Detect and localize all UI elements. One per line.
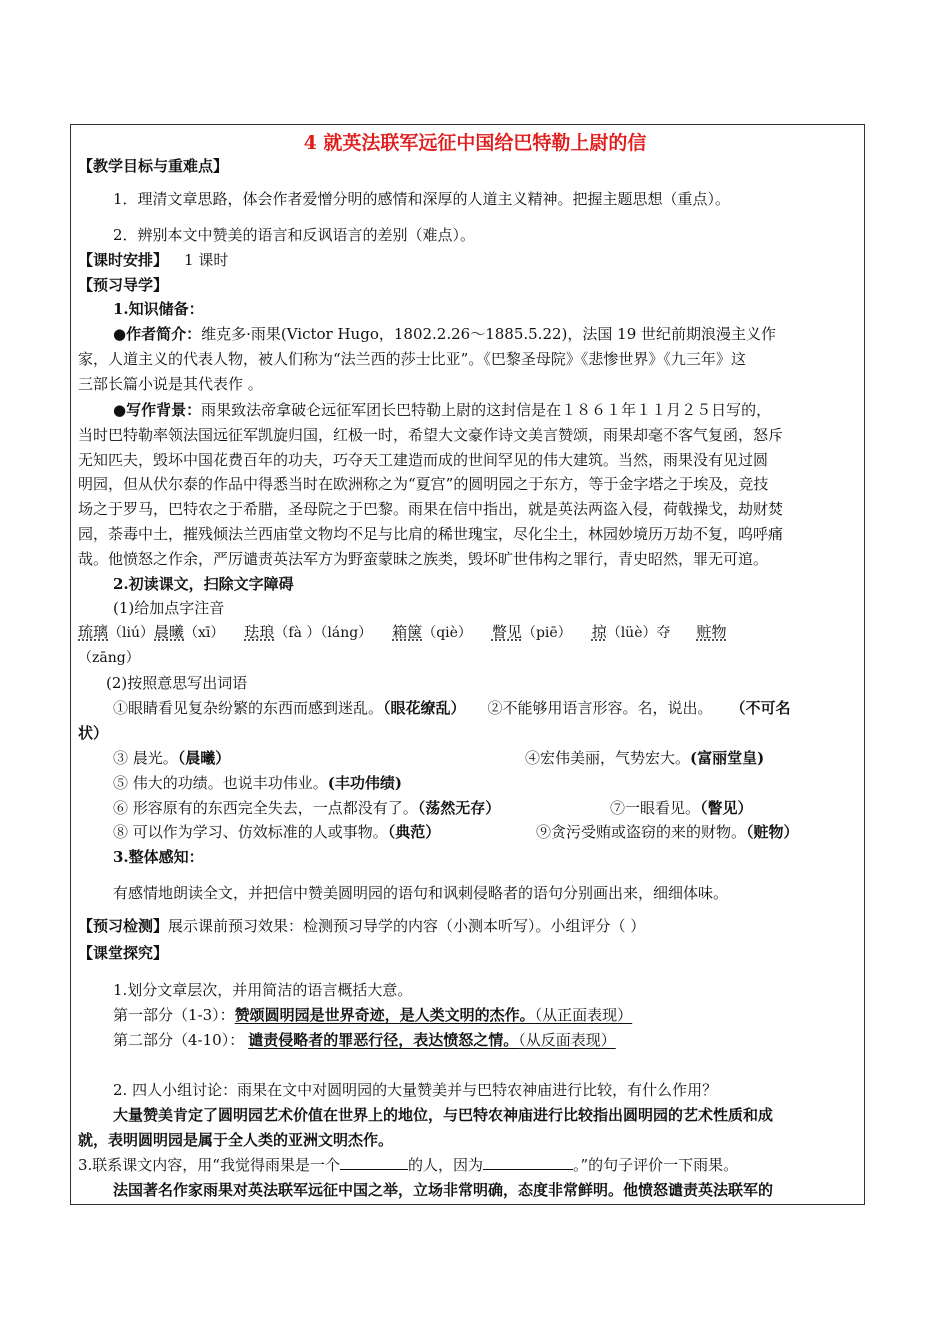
pinyin-reading: （qiè） [422,625,472,641]
pinyin-word: 掠 [591,623,607,641]
section-heading-schedule: 【课时安排】 [78,251,169,269]
part-one-line [113,1005,638,1025]
preview-check-line [78,916,645,936]
schedule-line [78,250,228,270]
vocab-answer: (富丽堂皇) [690,749,765,767]
vocab-row-6 [113,798,500,818]
vocab-question: ⑦一眼看见。 [610,799,701,817]
part-one-note: （从正面表现） [534,1006,633,1024]
question-3-part-b: 的人，因为 [407,1156,483,1174]
vocab-answer: （赃物） [746,823,799,841]
vocab-row-3 [113,748,230,768]
vocab-row-1 [113,698,791,718]
vocab-question: ①眼睛看见复杂纷繁的东西而感到迷乱。 [113,699,384,717]
pinyin-reading: （lüè）夺 [606,625,671,641]
part-one-label: 第一部分（1-3）： [113,1006,235,1024]
background-line-7: 哉。他愤怒之作余，严厉谴责英法军方为野蛮蒙昧之族类，毁坏旷世伟构之罪行，青史昭然，罪无可逭。 [78,550,769,568]
vocab-answer: (丰功伟绩) [327,774,402,792]
author-intro-label: ●作者简介： [113,325,202,343]
author-intro-line-2: 家，人道主义的代表人物，被人们称为“法兰西的莎士比亚”。《巴黎圣母院》《悲惨世界》《九三年》这 [78,350,746,368]
inquiry-question-3 [78,1155,738,1175]
vocab-row-5 [113,773,402,793]
vocab-answer: （不可名 [730,699,791,717]
overall-perception-text: 有感情地朗读全文，并把信中赞美圆明园的语句和讽刺侵略者的语句分别画出来，细细体味。 [113,884,729,902]
background-line-4: 明园，但从伏尔泰的作品中得悉当时在欧洲称之为“夏宫”的圆明园之于东方，等于金字塔之于埃及，竞技 [78,475,769,493]
inquiry-question-1: 1.划分文章层次，并用简洁的语言概括大意。 [113,981,413,999]
background-line-1 [113,400,771,420]
answer-2-line-2: 就，表明圆明园是属于全人类的亚洲文明杰作。 [78,1131,394,1149]
fill-in-blank-2[interactable] [483,1155,573,1170]
pinyin-reading: （piē） [521,625,572,641]
pinyin-word: 琉璃 [78,623,109,641]
pinyin-word: 珐琅 [244,623,275,641]
objective-item-2: 2．辨别本文中赞美的语言和反讽语言的差别（难点）。 [113,226,476,244]
pinyin-word: 赃物 [696,623,727,641]
vocab-answer: （典范） [387,823,441,841]
pinyin-row [78,622,727,643]
answer-3-line-1: 法国著名作家雨果对英法联军远征中国之举，立场非常明确，态度非常鲜明。他愤怒谴责英法联军的 [113,1181,774,1199]
vocab-question: ⑨贪污受贿或盗窃的来的财物。 [536,823,747,841]
answer-2-line-1: 大量赞美肯定了圆明园艺术价值在世界上的地位，与巴特农神庙进行比较指出圆明园的艺术性质和成 [113,1106,774,1124]
question-3-part-a: 3.联系课文内容，用“我觉得雨果是一个 [78,1156,340,1174]
vocab-answer: （瞥见） [700,799,753,817]
vocab-row-7 [610,798,753,818]
first-reading-title: 2.初读课文，扫除文字障碍 [113,575,294,593]
background-label: ●写作背景： [113,401,202,419]
part-one-text: 赞颂圆明园是世界奇迹，是人类文明的杰作。 [234,1006,535,1024]
background-line-3: 无知匹夫，毁坏中国花费百年的功夫，巧夺天工建造而成的世间罕见的伟大建筑。当然，雨果没有见过圆 [78,451,769,469]
vocab-question: ③ 晨光。 [113,749,178,767]
pinyin-reading-last: （zāng） [78,650,140,666]
background-line-6: 园，荼毒中土，摧残倾法兰西庙堂文物均不足与比肩的稀世瑰宝，尽化尘土，林园妙境历万劫不复，呜呼痛 [78,525,784,543]
vocab-answer-continued: 状） [78,724,109,742]
vocab-row-9 [536,822,799,842]
vocab-instruction: (2)按照意思写出词语 [106,674,248,692]
background-line-2: 当时巴特勒率领法国远征军凯旋归国，红极一时，希望大文豪作诗文美言赞颂，雨果却毫不客气复函，怒斥 [78,426,784,444]
pinyin-reading: （liú） [108,625,154,641]
pinyin-reading: （fà ）（láng） [274,625,373,641]
schedule-value: 1 课时 [184,251,229,269]
section-heading-preview-check: 【预习检测】 [78,917,169,935]
vocab-question: ④宏伟美丽，气势宏大。 [525,749,691,767]
background-text: 雨果致法帝拿破仑远征军团长巴特勒上尉的这封信是在１８６１年１１月２５日写的， [201,401,772,419]
section-heading-objectives: 【教学目标与重难点】 [78,157,229,175]
pinyin-word: 晨曦 [154,623,185,641]
pinyin-word: 箱箧 [392,623,423,641]
vocab-row-8 [113,822,440,842]
background-line-5: 场之于罗马，巴特农之于希腊，圣母院之于巴黎。雨果在信中指出，就是英法两盗入侵，荷戟操戈，劫财焚 [78,500,784,518]
author-intro-text: 维克多·雨果(Victor Hugo，1802.2.26～1885.5.22)，法国 19 世纪前期浪漫主义作 [201,325,777,343]
vocab-question: ⑧ 可以作为学习、仿效标准的人或事物。 [113,823,388,841]
pinyin-word: 瞥见 [491,623,522,641]
vocab-question: ⑥ 形容原有的东西完全失去，一点都没有了。 [113,799,418,817]
part-two-label: 第二部分（4-10）： [113,1031,245,1049]
vocab-row-4 [525,748,764,768]
knowledge-title: 1.知识储备： [113,300,204,318]
pinyin-instruction: (1)给加点字注音 [113,599,225,617]
author-intro-line-1 [113,324,776,344]
inquiry-question-2: 2. 四人小组讨论：雨果在文中对圆明园的大量赞美并与巴特农神庙进行比较，有什么作用？ [113,1081,718,1099]
vocab-answer: （眼花缭乱） [383,699,466,717]
vocab-question: ②不能够用语言形容。名，说出。 [487,699,713,717]
part-two-text: 谴责侵略者的罪恶行径，表达愤怒之情。 [248,1031,519,1049]
vocab-answer: （荡然无存） [417,799,501,817]
vocab-question: ⑤ 伟大的功绩。也说丰功伟业。 [113,774,328,792]
objective-item-1: 1．理清文章思路，体会作者爱憎分明的感情和深厚的人道主义精神。把握主题思想（重点）。 [113,190,731,208]
section-heading-inquiry: 【课堂探究】 [78,944,169,962]
overall-perception-title: 3.整体感知： [113,848,204,866]
pinyin-reading: （xī） [184,625,225,641]
vocab-answer: （晨曦） [177,749,231,767]
author-intro-line-3: 三部长篇小说是其代表作 。 [78,375,263,393]
part-two-note: （从反面表现） [518,1031,616,1049]
section-heading-preview: 【预习导学】 [78,276,169,294]
part-two-line [113,1030,616,1050]
fill-in-blank-1[interactable] [340,1155,408,1170]
preview-check-text: 展示课前预习效果：检测预习导学的内容（小测本听写）。小组评分（ ） [168,917,646,935]
page-title: 4 就英法联军远征中国给巴特勒上尉的信 [303,132,647,154]
question-3-part-c: 。”的句子评价一下雨果。 [573,1156,739,1174]
